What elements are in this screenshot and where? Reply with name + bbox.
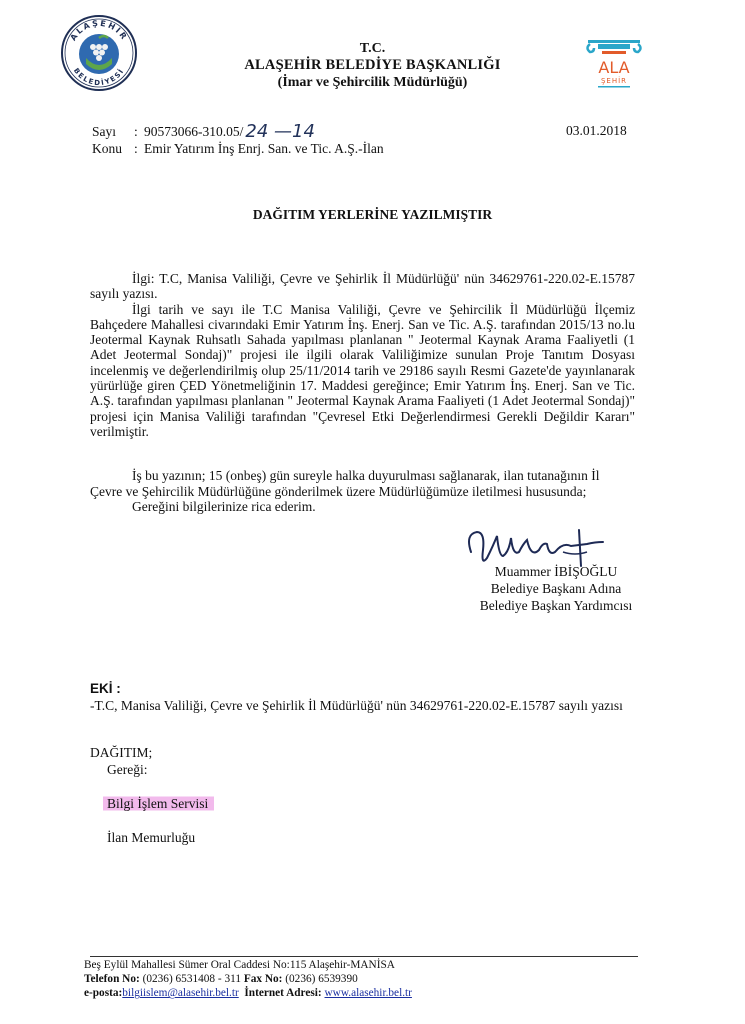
logo-text-bottom: BELEDİYESİ [71, 66, 127, 88]
signer-title: Belediye Başkanı Adına [490, 581, 622, 596]
letter-closing [90, 468, 635, 515]
header-institution: ALAŞEHİR BELEDİYE BAŞKANLIĞI [244, 57, 501, 73]
footer-tel-value: (0236) 6531408 - 311 [139, 973, 244, 986]
footer-contact [84, 972, 412, 986]
distribution-section [90, 744, 214, 846]
konu-colon: : [134, 141, 138, 156]
footer [84, 958, 412, 1001]
closing-courtesy: Gereğini bilgilerinize rica ederim. [132, 499, 316, 514]
distribution-item-announcement-office: İlan Memurluğu [107, 830, 196, 845]
sayi-handwritten: 24 —14 [245, 121, 315, 142]
konu-label: Konu [92, 141, 122, 156]
closing-request: İş bu yazının; 15 (onbeş) gün sureyle halka duyurulması sağlanarak, ilan tutanağının İl Çevre ve Şehircilik Müdürlüğüne gönderilmek üzere Müdürlüğümüze iletilmesi hususunda; [90, 468, 600, 499]
annex-text: -T.C, Manisa Valiliği, Çevre ve Şehirlik İl Müdürlüğü' nün 34629761-220.02-E.15787 sayılı yazısı [90, 698, 623, 713]
sayi-row [92, 123, 384, 140]
annex-title: EKİ : [90, 681, 121, 696]
footer-divider [90, 956, 638, 957]
footer-web-link[interactable]: www.alasehir.bel.tr [324, 987, 412, 1000]
ilgi-reference: İlgi: T.C, Manisa Valiliği, Çevre ve Şehirlik İl Müdürlüğü' nün 34629761-220.02-E.15787 sayılı yazısı. [90, 271, 635, 302]
konu-value: Emir Yatırım İnş Enrj. San. ve Tic. A.Ş.-İlan [144, 141, 384, 156]
column-capital-icon [584, 38, 644, 90]
konu-row [92, 140, 384, 157]
signer-role: Belediye Başkan Yardımcısı [479, 598, 633, 613]
sayi-label: Sayı [92, 124, 117, 139]
document-date: 03.01.2018 [566, 123, 627, 138]
footer-fax-label: Fax No: [243, 973, 283, 986]
logo-text-top: ALAŞEHİR [68, 18, 130, 43]
footer-tel-label: Telefon No: [84, 973, 140, 986]
footer-email-label: e-posta: [84, 987, 123, 1000]
signer-name: Muammer İBİŞOĞLU [494, 564, 618, 579]
distribution-item-it-service: Bilgi İşlem Servisi [103, 795, 214, 812]
logo-right-subtext: ŞEHİR [600, 77, 628, 85]
city-brand-logo [584, 38, 644, 90]
footer-address: Beş Eylül Mahallesi Sümer Oral Caddesi No:115 Alaşehir-MANİSA [84, 959, 395, 971]
footer-email-link[interactable]: bilgiislem@alasehir.bel.tr [122, 987, 239, 1000]
header-tc: T.C. [359, 41, 386, 56]
header-department: (İmar ve Şehircilik Müdürlüğü) [277, 75, 468, 90]
logo-right-text: ALA [598, 58, 630, 77]
signer-block [466, 563, 646, 614]
footer-fax-value: (0236) 6539390 [282, 973, 358, 986]
sayi-colon: : [134, 124, 138, 139]
distribution-title: DAĞITIM; [90, 745, 153, 760]
footer-web-label: İnternet Adresi: [244, 987, 322, 1000]
document-meta [92, 123, 384, 157]
annex-section [90, 680, 650, 714]
footer-online [84, 986, 412, 1000]
distribution-heading: DAĞITIM YERLERİNE YAZILMIŞTIR [252, 207, 493, 222]
body-paragraph: İlgi tarih ve sayı ile T.C Manisa Valiliği, Çevre ve Şehircilik İl Müdürlüğü İlçemiz Bahçedere Mahallesi civarındaki Emir Yatırım İnş. Enerj. San ve Tic. A.Ş. tarafından 2015/13 no.lu Jeotermal Kaynak Ruhsatlı Sahada yapılması planlanan " Jeotermal Kaynak Arama Faaliyetli (1 Adet Jeotermal Sondaj)" projesi ile ilgili olarak Valiliğimize sunulan Proje Tanıtım Dosyası incelenmiş ve değerlendirilmiş olup 25/11/2014 tarih ve 29186 sayılı Resmi Gazete'de yayınlanarak yürürlüğe giren ÇED Yönetmeliğinin 17. Maddesi gereğince; Emir Yatırım İnş. Enerj. San ve Tic. A.Ş. tarafından yapılması planlanan " Jeotermal Kaynak Arama Faaliyeti (1 Adet Jeotermal Sondaj)" projesi için Manisa Valiliği tarafından "Çevresel Etki Değerlendirmesi Gerekli Değildir Kararı" verilmiştir. [90, 301, 635, 439]
distribution-gereği: Gereği: [107, 762, 148, 777]
letter-body [90, 271, 635, 439]
sayi-value: 90573066-310.05/ [144, 124, 244, 139]
